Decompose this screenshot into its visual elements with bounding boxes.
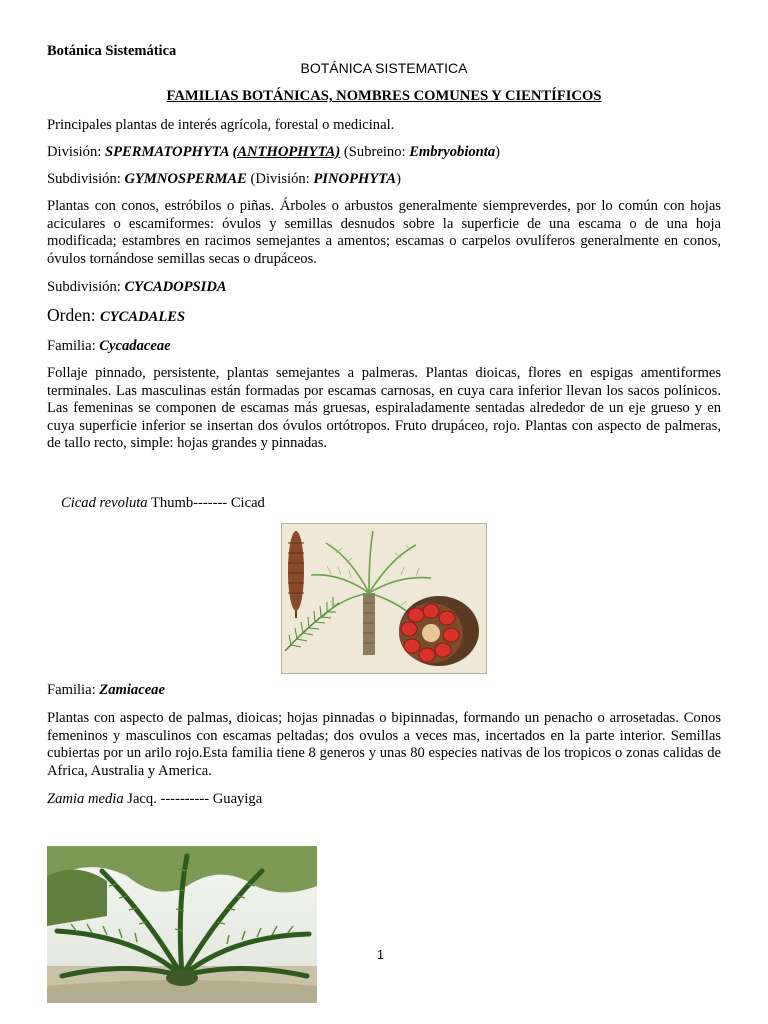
cycadaceae-description: Follaje pinnado, persistente, plantas semejantes a palmeras. Plantas dioicas, flores en espigas amentiformes terminales. Las masculinas están formadas por escamas carnosas, en cuya cara inferior llevan los sacos polínicos. Las femeninas se componen de escamas más gruesas, espiraladamente sentadas alrededor de un eje grueso y en cuya superficie inferior se insertan dos óvulos ortótropos. Fruto drupáceo, rojo. Plantas con aspecto de palmeras, de tallo recto, simple: hojas grandes y pinnadas.: [47, 365, 721, 452]
subreino-suffix: ): [495, 144, 501, 160]
subdivision-cycadopsida-line: [47, 279, 721, 297]
family1-label: Familia:: [47, 338, 100, 354]
subdivision-label: Subdivisión:: [47, 171, 125, 187]
gymnospermae-description: Plantas con conos, estróbilos o piñas. Árboles o arbustos generalmente siempreverdes, por lo común con hojas aciculares o escamiformes: óvulos y semillas desnudos sobre la superficie de una escama o de una hoja modificada; estambres en racimos semejantes a amentos; escamas o carpelos ovulíferos generalmente en conos, óvulos tornándose semillas secas o drupáceos.: [47, 198, 721, 267]
division-alt-name: (ANTHOPHYTA): [232, 144, 341, 160]
cycad-illustration: [281, 523, 487, 674]
family2-name: Zamiaceae: [99, 682, 165, 698]
subreino-prefix: (Subreino:: [340, 144, 410, 160]
subdivision-gymnospermae-line: [47, 171, 721, 189]
fruit-section-drawing: [399, 596, 479, 666]
subdivision2-label: Subdivisión:: [47, 279, 125, 295]
family-cycadaceae-line: [47, 338, 721, 356]
document-title: BOTÁNICA SISTEMATICA: [300, 60, 468, 76]
species1-sci-name: Cicad revoluta: [61, 495, 148, 511]
division-line: [47, 144, 721, 162]
zamia-photo: [47, 846, 317, 1003]
family1-name: Cycadaceae: [99, 338, 171, 354]
family-zamiaceae-line: [47, 682, 721, 700]
species2-rest: Jacq. ---------- Guayiga: [123, 791, 263, 807]
order-label: Orden:: [47, 305, 100, 325]
subdivision-div-prefix: (División:: [246, 171, 314, 187]
order-line: [47, 307, 721, 327]
species-zamia-media: [47, 791, 721, 809]
subdivision-div-name: PINOPHYTA: [313, 171, 397, 187]
subdivision-name: GYMNOSPERMAE: [124, 171, 247, 187]
species1-rest: Thumb------- Cicad: [147, 495, 265, 511]
subdivision-div-suffix: ): [396, 171, 401, 187]
species-cicad-revoluta: [61, 495, 735, 513]
division-label: División:: [47, 144, 105, 160]
subreino-name: Embryobionta: [409, 144, 496, 160]
zamiaceae-description: Plantas con aspecto de palmas, dioicas; hojas pinnadas o bipinnadas, formando un penacho o arrosetadas. Conos femeninos y masculinos con escamas peltadas; dos ovulos a veces mas, incertados en la parte interior. Semillas cubiertas por un arilo rojo.Esta familia tiene 8 generos y unas 80 especies nativas de los tropicos o zonas calidas de Africa, Australia y America.: [47, 710, 721, 779]
family2-label: Familia:: [47, 682, 100, 698]
order-name: CYCADALES: [99, 309, 186, 325]
intro-paragraph: Principales plantas de interés agrícola, forestal o medicinal.: [47, 117, 395, 133]
subdivision2-name: CYCADOPSIDA: [124, 279, 227, 295]
species2-sci-name: Zamia media: [47, 791, 124, 807]
page-number: 1: [377, 948, 384, 962]
division-name: SPERMATOPHYTA: [104, 144, 233, 160]
document-subtitle: FAMILIAS BOTÁNICAS, NOMBRES COMUNES Y CIENTÍFICOS: [166, 88, 602, 104]
running-header: Botánica Sistemática: [47, 43, 177, 59]
